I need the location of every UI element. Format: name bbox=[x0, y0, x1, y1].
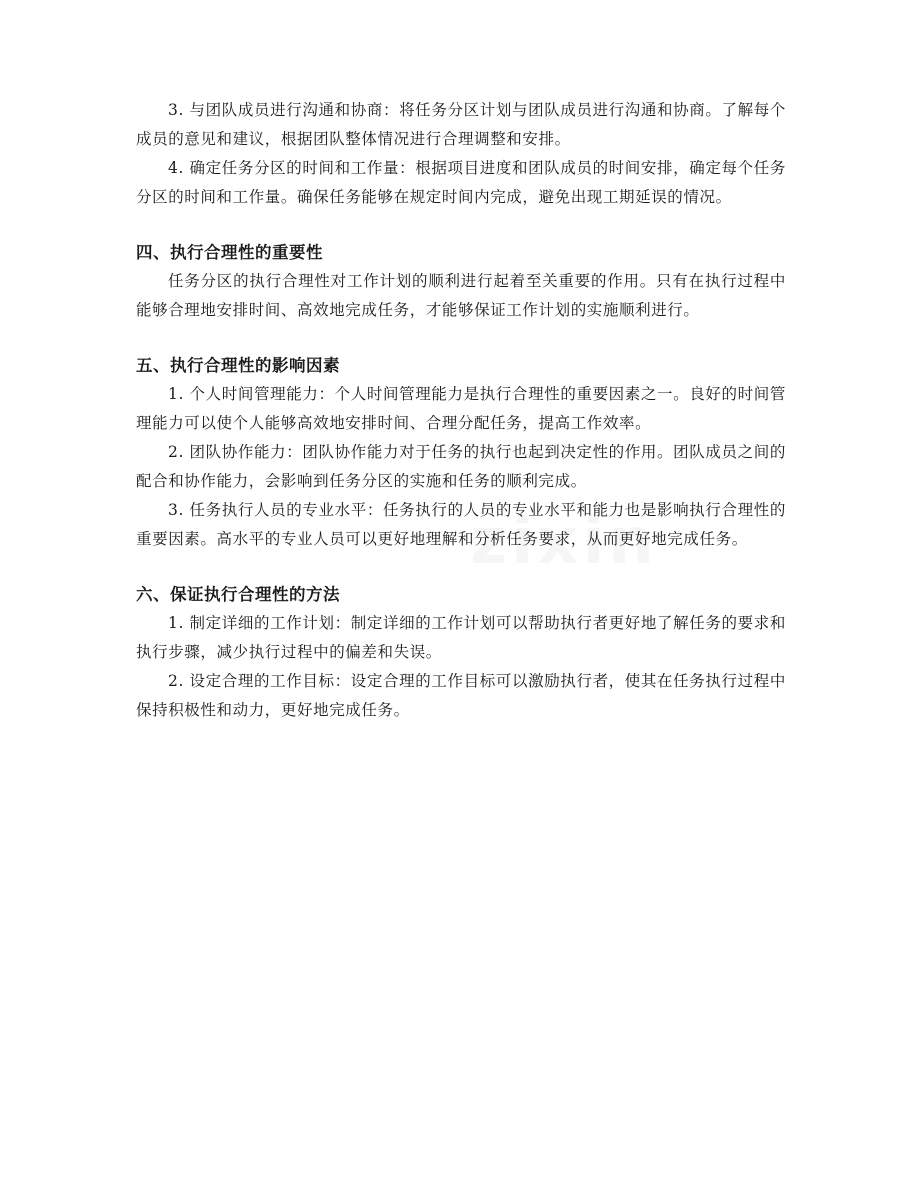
paragraph-importance: 任务分区的执行合理性对工作计划的顺利进行起着至关重要的作用。只有在执行过程中能够合理地安排时间、高效地完成任务，才能够保证工作计划的实施顺利进行。 bbox=[136, 272, 786, 319]
section-heading-5: 五、执行合理性的影响因素 bbox=[136, 356, 340, 375]
section-heading-6: 六、保证执行合理性的方法 bbox=[136, 585, 340, 604]
paragraph-method-2: 2. 设定合理的工作目标：设定合理的工作目标可以激励执行者，使其在任务执行过程中保持积极性和动力，更好地完成任务。 bbox=[136, 672, 786, 719]
paragraph-factor-1: 1. 个人时间管理能力：个人时间管理能力是执行合理性的重要因素之一。良好的时间管理能力可以使个人能够高效地安排时间、合理分配任务，提高工作效率。 bbox=[136, 385, 786, 432]
paragraph-step-3: 3. 与团队成员进行沟通和协商：将任务分区计划与团队成员进行沟通和协商。了解每个成员的意见和建议，根据团队整体情况进行合理调整和安排。 bbox=[136, 101, 786, 148]
paragraph-factor-3: 3. 任务执行人员的专业水平：任务执行的人员的专业水平和能力也是影响执行合理性的重要因素。高水平的专业人员可以更好地理解和分析任务要求，从而更好地完成任务。 bbox=[136, 501, 786, 548]
paragraph-step-4: 4. 确定任务分区的时间和工作量：根据项目进度和团队成员的时间安排，确定每个任务分区的时间和工作量。确保任务能够在规定时间内完成，避免出现工期延误的情况。 bbox=[136, 159, 786, 206]
paragraph-factor-2: 2. 团队协作能力：团队协作能力对于任务的执行也起到决定性的作用。团队成员之间的配合和协作能力，会影响到任务分区的实施和任务的顺利完成。 bbox=[136, 443, 786, 490]
paragraph-method-1: 1. 制定详细的工作计划：制定详细的工作计划可以帮助执行者更好地了解任务的要求和执行步骤，减少执行过程中的偏差和失误。 bbox=[136, 614, 786, 661]
section-heading-4: 四、执行合理性的重要性 bbox=[136, 243, 323, 262]
document-page bbox=[136, 96, 786, 725]
